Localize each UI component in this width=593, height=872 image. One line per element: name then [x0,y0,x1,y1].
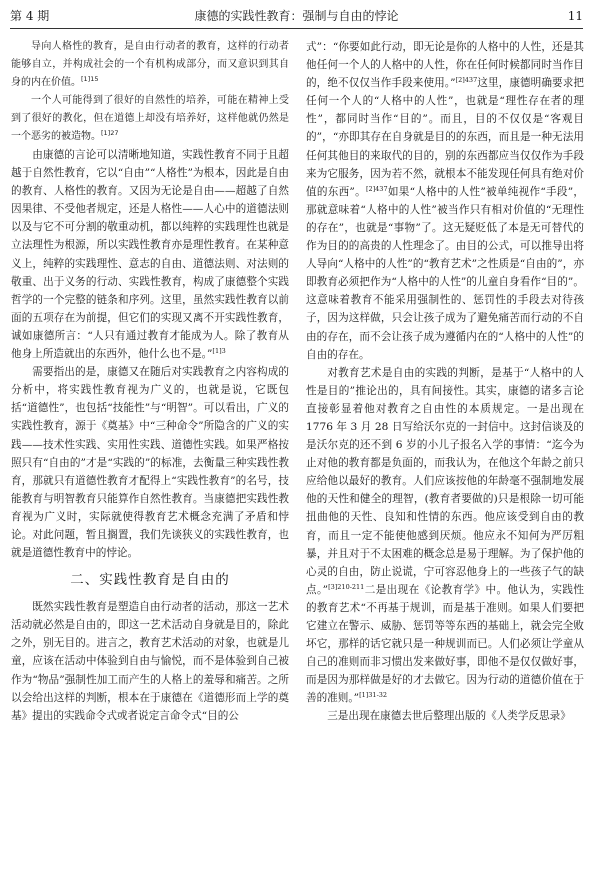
citation-ref: [1]31-32 [359,691,388,700]
quote-2-text: 一个人可能得到了很好的自然性的培养，可能在精神上受到了很好的教化，但在道德上却没有培养好，这样他就仍然是一个恶劣的被造物。 [11,95,289,142]
block-quote-2 [11,92,289,146]
citation-ref: [1]27 [101,129,119,137]
paragraph-text: 二是出现在《论教育学》中。他认为，实践性的教育艺术“不再基于规训，而是基于准则。如果人们要把它建立在警示、威胁、惩罚等等东西的基础上，就会完全败坏它，那样的话它就只是一种规训而已。人们必须让学童从自己的准则而非习惯出发来做好事，即他不是仅仅做好事，而是因为那样做是好的才去做它。因为行动的道德价值在于善的准则。” [306,583,584,705]
citation-ref: [3]210-211 [328,582,365,591]
citation-ref: [2]437 [365,184,388,193]
quote-1-text: 导向人格性的教育，是自由行动者的教育，这样的行动者能够自立，并构成社会的一个有机构成部分，而又意识到其自身的内在价值。 [11,41,289,88]
issue-label: 第 4 期 [10,9,50,23]
paragraph-text: 这里，康德明确要求把任何一个人的“人格中的人性”，也就是“理性存在者的理性”，都同时当作“目的”。而且，目的不仅仅是“客观目的”，“亦即其存在自身就是目的的东西，而且是一种无法用任何其他目的来取代的目的，别的东西都应当仅仅作为手段来为它服务，因为若不然，就根本不能发现任何具有绝对价值的东西”。 [306,77,584,198]
body-paragraph [11,146,289,363]
citation-ref: [1]15 [81,75,99,83]
paragraph-text: 如果“人格中的人性”被单纯视作“手段”，那就意味着“人格中的人性”被当作只有相对价值的“无理性的存在”，也就是“事物”了。这无疑贬低了本是无可替代的作为目的的高贵的人性理念了。由目的公式，可以推导出将人导向“人格中的人性”的“教育艺术”之性质是“自由的”，亦即教育必须把作为“人格中的人性”的儿童自身看作“目的”。这意味着教育不能采用强制性的、惩罚性的手段去对待孩子，因为这样做，只会让孩子成为了避免痛苦而行动的不自由的存在，而不会让孩子成为遵循内在的“人格中的人性”的自由的存在。 [306,185,584,361]
body-paragraph: 既然实践性教育是塑造自由行动者的活动，那这一艺术活动就必然是自由的，即这一艺术活动自身就是目的，除此之外，别无目的。进言之，教育艺术活动的对象，也就是儿童，应该在活动中体验到自由与愉悦，而不是体验到自己被作为“物品”强制性加工而产生的人格上的羞辱和痛苦。之所以会给出这样的判断，根本在于康德在《道德形而上学的奠基》提出的实践命令式或者说定言命令式“目的公 [11,601,289,722]
citation-ref: [1]3 [212,347,226,356]
body-paragraph: 需要指出的是，康德又在随后对实践教育之内容构成的分析中，将实践性教育视为广义的，也就是说，它既包括“道德性”，也包括“技能性”与“明智”。可以看出，广义的实践性教育，源于《奠基》中“三种命令”所隐含的广义的实践——技术性实践、实用性实践、道德性实践。如果严格按照只有“自由的”才是“实践的”的标准，去衡量三种实践性教育，那就只有道德性教育才配得上“实践性教育”的名号，技能教育与明智教育只能算作自然性教育。当康德把实践性教育视为广义时，实际就使得教育艺术概念充满了矛盾和悖论。对此问题，暂且搁置，我们先谈狭义的实践性教育，也就是道德性教育中的悖论。 [11,366,289,560]
paragraph-text: 对教育艺术是自由的实践的判断，是基于“人格中的人性是目的”推论出的，具有间接性。其实，康德的诸多言论直接彰显着他对教育之自由性的本质规定。一是出现在 1776 年 3 月 28 日写给沃尔克的一封信中。这封信谈及的是沃尔克的还不到 6 岁的小儿子报名入学的事情：“迄今为止对他的教育都是负面的，而我认为，在他这个年龄之前只应给他以最好的教育。人们应该按他的年龄毫不强制地发展他的天性和健全的理智，(教育者要做的)只是根除一切可能扭曲他的天性、良知和性情的东西。他应该受到自由的教育，而且一定不能使他感到厌烦。他应永不知何为严厉粗暴，并且对于不太困难的概念总是易于理解。为了保护他的心灵的自由，防止说谎，宁可容忍他身上的一些孩子气的缺点。” [306,366,584,596]
paragraph-text: 由康德的言论可以清晰地知道，实践性教育不同于且超越于自然性教育，它以“自由”“人格性”为根本，因此是自由的教育、人格性的教育。又因为无论是自由——超越了自然因果律、不受他者规定，还是人格性——人心中的道德法则以及与它不可分割的敬重动机，都以纯粹的实践理性也就是立法理性为根源，所以实践性教育亦是理性教育。在某种意义上，纯粹的实践理性、意志的自由、道德法则、对法则的敬重、出于义务的行动、实践性教育，构成了康德整个实践哲学的一个完整的链条和序列。这里，虽然实践性教育以前面的五项存在为前提，但它们的实现又离不开实践性教育，诚如康德所言：“人只有通过教育才能成为人。除了教育从他身上所造就出的东西外，他什么也不是。” [11,149,289,361]
body-paragraph [306,38,584,364]
header-rule [10,28,583,29]
block-quote-1 [11,38,289,92]
body-paragraph [306,364,584,708]
running-title: 康德的实践性教育：强制与自由的悖论 [194,9,399,23]
section-heading: 二、实践性教育是自由的 [70,572,230,589]
right-column [306,38,584,868]
paragraph-text: 式”：“你要如此行动，即无论是你的人格中的人性，还是其他任何一个人的人格中的人性，你在任何时候都同时当作目的，绝不仅仅当作手段来使用。” [306,41,584,90]
left-column [11,38,289,868]
body-paragraph: 三是出现在康德去世后整理出版的《人类学反思录》 [327,710,571,723]
page-number: 11 [567,9,583,23]
page-header [10,6,583,26]
citation-ref: [2]437 [455,76,478,85]
